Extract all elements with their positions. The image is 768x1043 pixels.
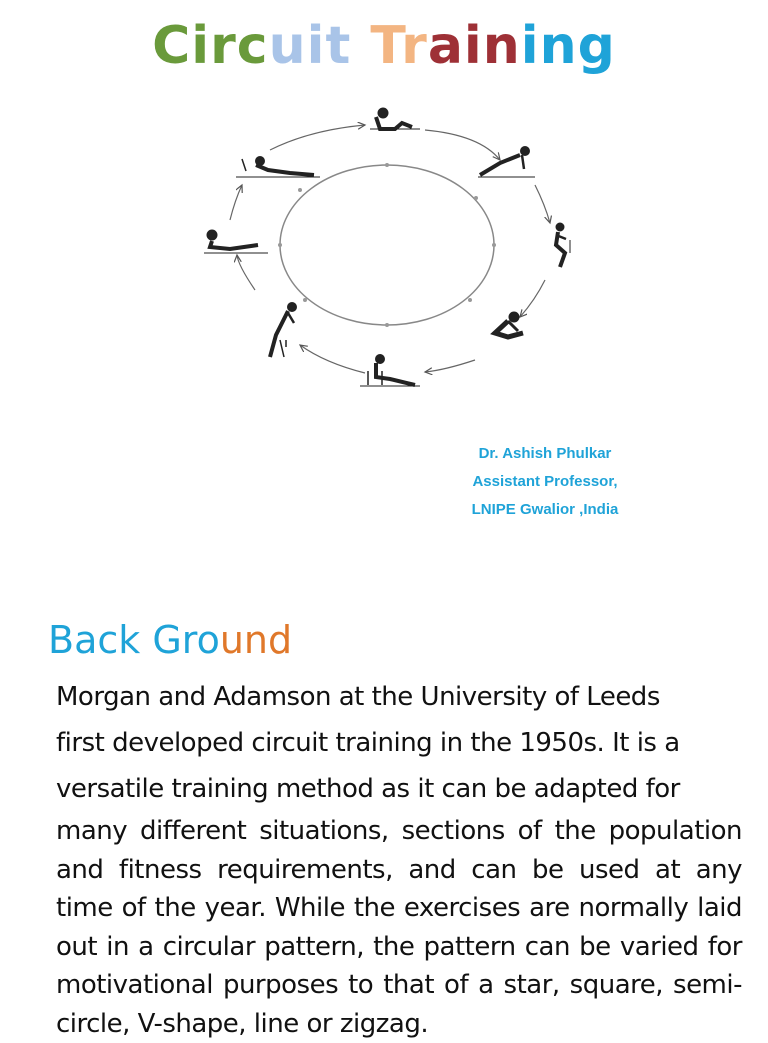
station-dots xyxy=(278,163,496,327)
inner-ring xyxy=(280,165,494,325)
body-line: first developed circuit training in the 1950s. It is a xyxy=(56,728,680,758)
title-part: ing xyxy=(520,16,616,76)
slide-title xyxy=(0,14,768,78)
body-paragraph: many different situations, sections of the population and fitness requirements, and can be used at any time of the year. While the exercises are normally laid out in a circular pattern, the pattern can be varied for motivational purposes to that of a star, square, semi-circle, V-shape, line or zigzag. xyxy=(56,816,742,1039)
figure-back-extension xyxy=(236,157,320,178)
title-part: ain xyxy=(427,16,521,76)
figure-situp xyxy=(370,108,420,129)
section-heading xyxy=(48,616,292,664)
figure-leg-raise xyxy=(204,230,268,253)
background-slide xyxy=(0,590,768,1039)
author-institution: LNIPE Gwalior ,India xyxy=(471,501,619,518)
figure-pushup xyxy=(478,147,535,178)
body-line: versatile training method as it can be adapted for xyxy=(56,774,680,804)
figure-dip xyxy=(360,355,420,387)
figure-crunch xyxy=(495,312,523,337)
heading-part: und xyxy=(219,618,293,662)
body-line: Morgan and Adamson at the University of Leeds xyxy=(56,682,660,712)
heading-part: Back Gro xyxy=(48,618,220,662)
author-position: Assistant Professor, xyxy=(472,473,618,490)
title-part: Circ xyxy=(152,16,269,76)
circuit-diagram xyxy=(190,95,590,400)
author-name: Dr. Ashish Phulkar xyxy=(478,445,612,462)
figure-jump xyxy=(270,303,297,358)
figure-squat xyxy=(556,223,570,267)
body-lines xyxy=(56,674,742,812)
exercise-figures xyxy=(204,108,570,386)
title-part: Tr xyxy=(370,16,428,76)
title-part: uit xyxy=(268,16,371,76)
author-block xyxy=(420,440,670,524)
